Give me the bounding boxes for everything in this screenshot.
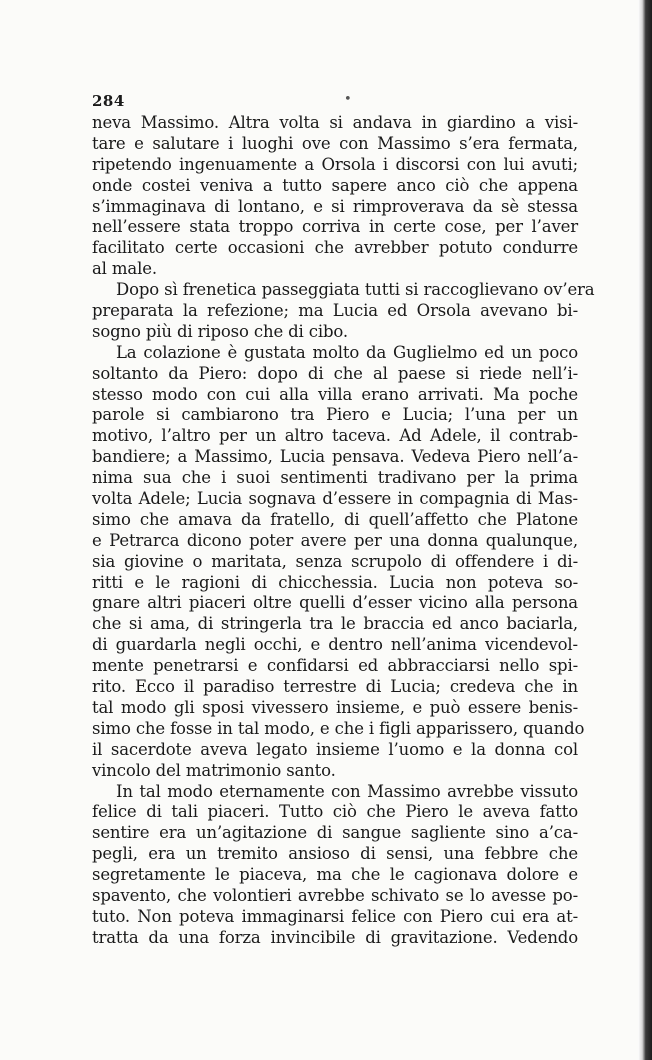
text-line: e Petrarca dicono poter avere per una donna qualunque, [92, 530, 578, 550]
text-line: ritti e le ragioni di chicchessia. Lucia non poteva so- [92, 572, 578, 592]
text-line: preparata la refezione; ma Lucia ed Orsola avevano bi- [92, 301, 578, 321]
text-line: segretamente le piaceva, ma che le cagionava dolore e [92, 865, 578, 885]
body-text [92, 113, 595, 949]
page-binding-edge [638, 0, 652, 1060]
text-line: vincolo del matrimonio santo. [92, 760, 336, 780]
text-line: sogno più di riposo che di cibo. [92, 321, 349, 341]
text-line: In tal modo eternamente con Massimo avrebbe vissuto [116, 781, 578, 801]
text-line: simo che amava da fratello, di quell’affetto che Platone [92, 509, 578, 529]
text-line: pegli, era un tremito ansioso di sensi, una febbre che [92, 844, 578, 864]
text-line: La colazione è gustata molto da Guglielmo ed un poco [116, 342, 578, 362]
text-line: tal modo gli sposi vivessero insieme, e può essere benis- [92, 697, 578, 717]
page-number: 284 [92, 92, 125, 110]
text-line: onde costei veniva a tutto sapere anco ciò che appena [92, 175, 578, 195]
text-line: spavento, che volontieri avrebbe schivato se lo avesse po- [92, 885, 578, 905]
text-line: volta Adele; Lucia sognava d’essere in compagnia di Mas- [92, 489, 578, 509]
text-line: gnare altri piaceri oltre quelli d’esser vicino alla persona [92, 593, 578, 613]
text-line: facilitato certe occasioni che avrebber potuto condurre [92, 238, 578, 258]
text-line: sentire era un’agitazione di sangue sagliente sino a’ca- [92, 823, 578, 843]
page-dot-mark: • [344, 92, 352, 107]
text-line: soltanto da Piero: dopo di che al paese si riede nell’i- [92, 363, 578, 383]
text-line: bandiere; a Massimo, Lucia pensava. Vedeva Piero nell’a- [92, 447, 578, 467]
text-line: tratta da una forza invincibile di gravitazione. Vedendo [92, 927, 578, 947]
text-line: tuto. Non poteva immaginarsi felice con Piero cui era at- [92, 906, 578, 926]
text-line: sia giovine o maritata, senza scrupolo di offendere i di- [92, 551, 578, 571]
text-line: il sacerdote aveva legato insieme l’uomo e la donna col [92, 739, 578, 759]
text-line: simo che fosse in tal modo, e che i figli apparissero, quando [92, 718, 585, 738]
text-line: di guardarla negli occhi, e dentro nell’anima vicendevol- [92, 635, 578, 655]
text-line: nima sua che i suoi sentimenti tradivano per la prima [92, 468, 578, 488]
text-line: nell’essere stata troppo corriva in certe cose, per l’aver [92, 217, 578, 237]
text-line: motivo, l’altro per un altro taceva. Ad Adele, il contrab- [92, 426, 578, 446]
text-line: ripetendo ingenuamente a Orsola i discorsi con lui avuti; [92, 154, 578, 174]
text-line: stesso modo con cui alla villa erano arrivati. Ma poche [92, 384, 578, 404]
text-line: felice di tali piaceri. Tutto ciò che Piero le aveva fatto [92, 802, 578, 822]
text-line: Dopo sì frenetica passeggiata tutti si raccoglievano ov’era [116, 280, 595, 300]
text-line: al male. [92, 259, 157, 279]
text-line: neva Massimo. Altra volta si andava in giardino a visi- [92, 113, 578, 132]
text-line: mente penetrarsi e confidarsi ed abbracciarsi nello spi- [92, 656, 578, 676]
text-line: parole si cambiarono tra Piero e Lucia; l’una per un [92, 405, 578, 425]
text-line: rito. Ecco il paradiso terrestre di Lucia; credeva che in [92, 677, 578, 697]
text-line: che si ama, di stringerla tra le braccia ed anco baciarla, [92, 614, 578, 634]
text-line: s’immaginava di lontano, e si rimproverava da sè stessa [92, 196, 578, 216]
text-line: tare e salutare i luoghi ove con Massimo s’era fermata, [92, 133, 578, 153]
